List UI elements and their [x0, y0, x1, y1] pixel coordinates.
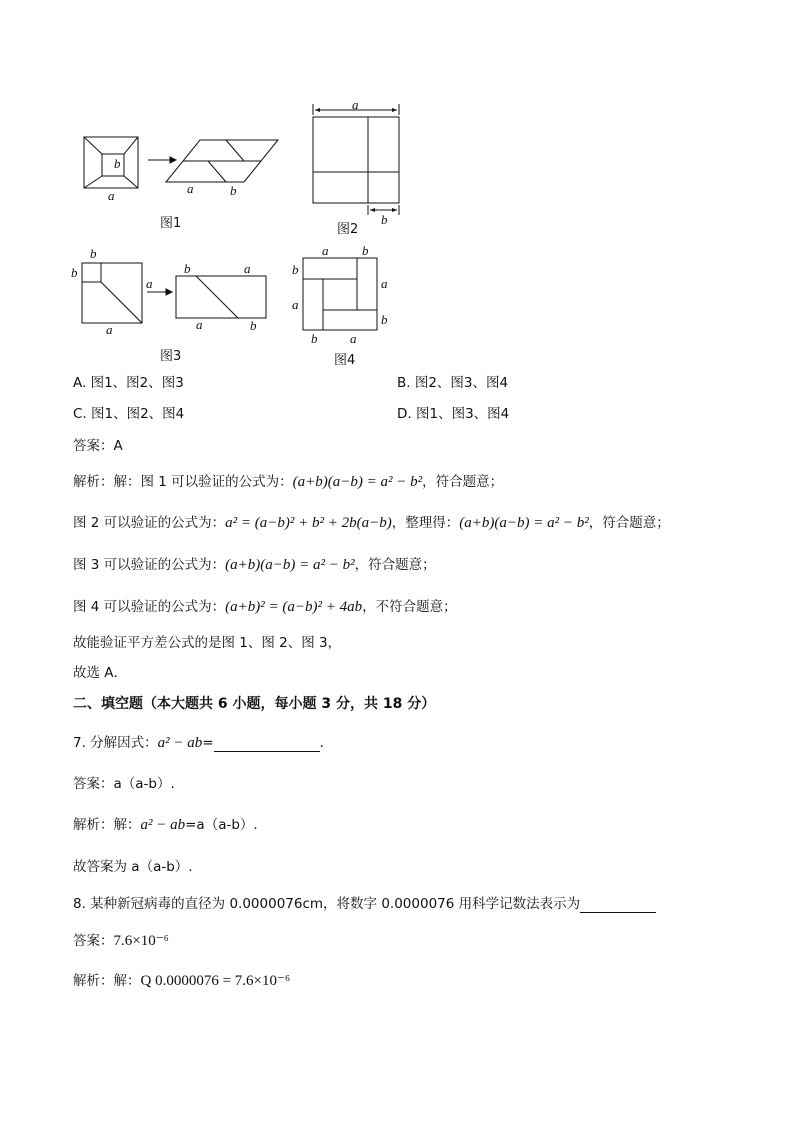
q8-answer-prefix: 答案： [73, 933, 114, 949]
fig1-para-label-a: a [187, 181, 194, 196]
fig4-label-top-b: b [362, 243, 369, 258]
figures-svg [0, 0, 794, 380]
fig1-parallelogram [166, 140, 278, 182]
fig3-rectangle [176, 276, 266, 318]
option-a: A. 图1、图2、图3 [73, 375, 184, 391]
q8-sol-prefix: 解析：解： [73, 973, 141, 989]
q6-sol2-suffix: ，符合题意； [588, 515, 670, 531]
q8-solution [73, 972, 290, 990]
fig1-para-label-b: b [230, 183, 237, 198]
q6-answer: 答案：A [73, 438, 123, 454]
q7-stem-text: 7. 分解因式： [73, 735, 158, 751]
q6-sol4-suffix: ，不符合题意； [362, 599, 457, 615]
q8-answer-formula: 7.6×10⁻⁶ [113, 933, 169, 949]
q6-solution-line3 [73, 556, 436, 574]
fig3-rect-outline [176, 276, 266, 318]
fig4-caption: 图4 [334, 353, 356, 368]
q6-sol2-formula2: (a+b)(a−b) = a² − b² [459, 515, 589, 531]
q6-sol2-mid: ，整理得： [391, 515, 460, 531]
fig4-label-left-b: b [292, 262, 299, 277]
q6-sol2-formula: a² = (a−b)² + b² + 2b(a−b) [225, 515, 392, 531]
q6-solution-line2 [73, 514, 670, 532]
option-c: C. 图1、图2、图4 [73, 406, 185, 422]
q7-solution [73, 816, 258, 834]
q7-formula: a² − ab [157, 735, 203, 751]
q6-sol3-prefix: 图 3 可以验证的公式为： [73, 557, 226, 573]
fig3-label-b-top: b [90, 246, 97, 261]
fig4-label-left-a: a [292, 297, 299, 312]
q7-end: ． [319, 735, 334, 751]
q6-conclusion: 故能验证平方差公式的是图 1、图 2、图 3， [73, 635, 342, 651]
fig2-label-b: b [381, 212, 388, 227]
fig2-outline [313, 117, 399, 203]
fig2-label-a: a [352, 97, 359, 112]
q7-answer-blank[interactable] [214, 735, 320, 752]
fig1-arrow [148, 157, 176, 163]
fig4-label-right-a: a [381, 276, 388, 291]
q8-answer-blank[interactable] [580, 896, 656, 913]
q7-eq: = [202, 735, 214, 751]
q6-sol4-formula: (a+b)² = (a−b)² + 4ab [225, 599, 363, 615]
fig3-small-square [82, 263, 101, 282]
q6-sol4-prefix: 图 4 可以验证的公式为： [73, 599, 226, 615]
fig4-label-right-b: b [381, 312, 388, 327]
fig3-rect-label-a-top: a [244, 261, 251, 276]
q8-stem [73, 895, 656, 913]
q6-sol3-formula: (a+b)(a−b) = a² − b² [225, 557, 355, 573]
fig2-caption: 图2 [337, 222, 359, 237]
q7-final: 故答案为 a（a-b）. [73, 859, 193, 875]
option-b: B. 图2、图3、图4 [397, 375, 509, 391]
fig4-label-bottom-a: a [350, 331, 357, 346]
q6-sol1-suffix: ，符合题意； [422, 474, 504, 490]
q6-sol3-suffix: ，符合题意； [354, 557, 436, 573]
q6-sol1-prefix: 解析：解：图 1 可以验证的公式为： [73, 474, 293, 490]
fig4-label-bottom-b: b [311, 331, 318, 346]
fig1-square-frame [84, 137, 138, 188]
fig3-label-a-bottom: a [106, 322, 113, 337]
fig3-caption: 图3 [160, 349, 182, 364]
q8-stem-text: 8. 某种新冠病毒的直径为 0.0000076cm，将数字 0.0000076 用科学记数法表示为 [73, 896, 581, 912]
section2-heading: 二、填空题（本大题共 6 小题，每小题 3 分，共 18 分） [73, 696, 436, 712]
q8-sol-formula: Q 0.0000076 = 7.6×10⁻⁶ [140, 973, 291, 989]
q6-solution-line4 [73, 598, 457, 616]
q7-answer: 答案：a（a-b）. [73, 776, 175, 792]
fig4-outline [303, 258, 377, 330]
fig1-label-b: b [114, 156, 121, 171]
q6-sol1-formula: (a+b)(a−b) = a² − b² [292, 474, 423, 490]
q8-answer [73, 932, 169, 950]
q6-solution-line1 [73, 473, 503, 491]
fig1-label-a: a [108, 188, 115, 203]
option-d: D. 图1、图3、图4 [397, 406, 510, 422]
fig4-label-top-a: a [322, 243, 329, 258]
fig3-label-a-right: a [146, 276, 153, 291]
fig3-rect-label-b-bottom: b [250, 318, 257, 333]
fig4-square [303, 258, 377, 330]
fig3-rect-label-a-bottom: a [196, 317, 203, 332]
fig3-square [82, 263, 142, 323]
fig2-square [313, 104, 399, 215]
q7-sol-rest: =a（a-b）. [185, 817, 258, 833]
q7-sol-prefix: 解析：解： [73, 817, 141, 833]
fig3-rect-label-b-top: b [184, 261, 191, 276]
fig3-label-b-left: b [71, 265, 78, 280]
q7-stem [73, 734, 333, 752]
fig1-caption: 图1 [160, 216, 182, 231]
q6-sol2-prefix: 图 2 可以验证的公式为： [73, 515, 226, 531]
q6-choice: 故选 A． [73, 665, 128, 681]
q7-sol-formula: a² − ab [140, 817, 186, 833]
